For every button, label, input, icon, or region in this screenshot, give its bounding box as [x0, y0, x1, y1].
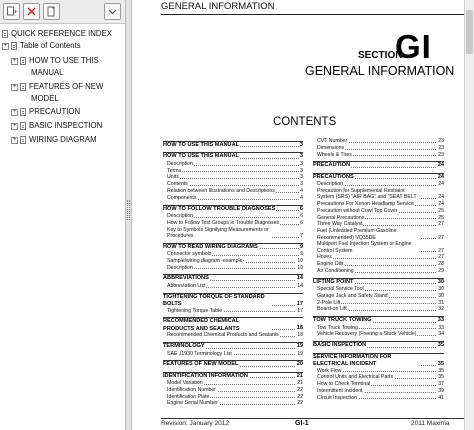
- toc-entry-title: Description: [163, 213, 194, 219]
- panel-menu-icon[interactable]: [104, 3, 121, 20]
- toc-entry-page: 34: [438, 331, 444, 338]
- toc-entry[interactable]: [313, 208, 444, 215]
- toc-entry-page: 24: [438, 200, 444, 207]
- expand-icon[interactable]: +: [12, 57, 17, 64]
- toc-entry-page: 7: [300, 233, 303, 240]
- toc-entry-title: HOW TO USE THIS MANUAL: [163, 142, 240, 148]
- toc-entry[interactable]: [163, 308, 303, 315]
- toc-chapter-entry[interactable]: [313, 353, 444, 368]
- toc-entry-page: 19: [296, 343, 303, 350]
- toc-entry-title: Terms: [163, 168, 182, 174]
- bookmark-how-to-use-this-manual[interactable]: [11, 55, 99, 67]
- toc-entry-title: Board-on Lift: [313, 306, 348, 312]
- toc-entry[interactable]: [313, 221, 444, 228]
- toc-entry-page: 3: [299, 153, 303, 160]
- page-header-title: GENERAL INFORMATION: [161, 1, 275, 12]
- toc-entry-title: Recommended Chemical Products and Sealants: [163, 332, 280, 338]
- expand-icon[interactable]: +: [12, 108, 17, 115]
- toc-entry-page: 10: [297, 264, 303, 271]
- toc-entry-page: 37: [438, 381, 444, 388]
- toc-entry-page: 24: [438, 181, 444, 188]
- toc-entry-page: 27: [438, 254, 444, 261]
- toc-entry[interactable]: [313, 138, 444, 145]
- toc-entry-title: Contents: [163, 181, 189, 187]
- toc-entry-title: Tightening Torque Table: [163, 308, 223, 314]
- toc-entry-title: SERVICE INFORMATION FOR ELECTRICAL INCIDENT: [313, 354, 421, 368]
- toc-entry[interactable]: [163, 387, 303, 394]
- toc-entry[interactable]: [313, 381, 444, 388]
- new-bookmark-icon[interactable]: [43, 3, 60, 20]
- toc-entry-title: ABBREVIATIONS: [163, 275, 209, 282]
- bookmark-page-icon: [20, 83, 26, 91]
- toc-chapter-entry[interactable]: [313, 278, 444, 286]
- toc-entry[interactable]: [313, 241, 444, 254]
- toc-entry-page: 17: [296, 300, 303, 307]
- toc-entry-title: Description: [163, 161, 194, 167]
- toc-entry-page: 21: [297, 380, 303, 387]
- toc-chapter-entry[interactable]: [313, 316, 444, 324]
- toc-entry-page: 27: [438, 234, 444, 241]
- toc-entry-title: Description: [313, 181, 344, 187]
- bookmark-page-icon: [20, 57, 26, 65]
- delete-bookmark-icon[interactable]: [23, 3, 40, 20]
- toc-entry[interactable]: [163, 265, 303, 272]
- bookmark-label: FEATURES OF NEW: [29, 82, 104, 92]
- expand-icon[interactable]: +: [12, 136, 17, 143]
- toc-left-column: [163, 138, 303, 407]
- toc-entry-title: Tow Truck Towing: [313, 325, 359, 331]
- toc-entry-page: 35: [437, 360, 444, 367]
- header-rule: [161, 14, 464, 15]
- toc-entry-page: 28: [438, 260, 444, 267]
- toc-entry[interactable]: [313, 293, 444, 300]
- toc-entry-title: Three Way Catalyst: [313, 221, 363, 227]
- toc-entry-title: Special Service Tool: [313, 286, 365, 292]
- toc-entry-title: HOW TO READ WIRING DIAGRAMS: [163, 243, 258, 250]
- toc-entry[interactable]: [163, 195, 303, 202]
- section-code: GI: [395, 28, 432, 65]
- toc-entry-page: 18: [297, 332, 303, 339]
- toc-entry-page: 3: [300, 181, 303, 188]
- toc-entry-page: 9: [300, 250, 303, 257]
- toc-entry-title: FEATURES OF NEW MODEL: [163, 361, 239, 368]
- toc-chapter-entry[interactable]: [313, 173, 444, 181]
- toc-entry-page: 20: [296, 361, 303, 368]
- toc-entry[interactable]: [163, 283, 303, 290]
- expand-icon[interactable]: +: [3, 42, 8, 49]
- toc-entry[interactable]: [313, 395, 444, 402]
- vertical-scrollbar[interactable]: [464, 0, 474, 430]
- toc-entry-page: 6: [299, 205, 303, 212]
- toc-entry-page: 41: [438, 394, 444, 401]
- toc-entry-page: 22: [297, 400, 303, 407]
- toc-entry-page: 27: [438, 247, 444, 254]
- toc-entry-title: Intermittent Incident: [313, 388, 364, 394]
- toc-entry[interactable]: [313, 286, 444, 293]
- toc-chapter-entry[interactable]: [163, 360, 303, 368]
- toc-entry[interactable]: [313, 145, 444, 152]
- toc-entry[interactable]: [163, 394, 303, 401]
- toc-entry-title: HOW TO USE THIS MANUAL: [163, 153, 240, 160]
- bookmarks-toolbar: [0, 0, 126, 24]
- toc-chapter-entry[interactable]: [163, 342, 303, 350]
- toc-entry[interactable]: [313, 325, 444, 332]
- toc-entry[interactable]: [313, 254, 444, 261]
- toc-right-column: [313, 138, 444, 401]
- toc-entry-title: Engine Serial Number: [163, 400, 219, 406]
- toc-entry-page: 3: [299, 142, 303, 148]
- toc-entry-title: Description: [163, 265, 194, 271]
- toc-entry-title: PRECAUTION: [313, 162, 350, 169]
- footer-page-number: GI-1: [295, 420, 309, 427]
- toc-entry-title: LIFTING POINT: [313, 278, 354, 285]
- toc-entry[interactable]: [313, 331, 444, 338]
- bookmark-features-of-new-model-line2[interactable]: [31, 93, 59, 105]
- toc-entry[interactable]: [163, 188, 303, 195]
- toc-entry-title: Precaution for Supplemental Restraint System (SRS) "AIR BAG" and "SEAT BELT: [313, 188, 421, 201]
- toc-entry-title: Units: [163, 174, 180, 180]
- toc-entry[interactable]: [313, 215, 444, 222]
- toc-entry-title: TOW TRUCK TOWING: [313, 317, 372, 324]
- toc-entry-page: 22: [297, 386, 303, 393]
- toc-entry-page: 3: [300, 160, 303, 167]
- expand-icon[interactable]: +: [12, 83, 17, 90]
- toc-entry[interactable]: [163, 400, 303, 407]
- toc-entry[interactable]: [313, 201, 444, 208]
- toc-entry-page: 25: [438, 207, 444, 214]
- toc-entry[interactable]: [313, 228, 444, 241]
- toc-entry-page: 35: [438, 367, 444, 374]
- toc-entry-page: 23: [438, 144, 444, 151]
- bookmark-options-icon[interactable]: [3, 3, 20, 20]
- toc-entry-page: 9: [299, 243, 303, 250]
- toc-entry-title: Identification Number: [163, 387, 217, 393]
- toc-chapter-entry[interactable]: [163, 141, 303, 149]
- toc-entry-page: 35: [438, 374, 444, 381]
- toc-chapter-entry[interactable]: [163, 205, 303, 213]
- toc-chapter-entry[interactable]: [163, 317, 303, 332]
- toc-entry-title: Vehicle Recovery (Freeing a Stuck Vehicle): [313, 331, 417, 337]
- toc-entry-page: 32: [438, 306, 444, 313]
- bookmark-how-to-use-this-manual-line2[interactable]: [31, 67, 64, 79]
- toc-entry-title: Wheels & Tires: [313, 152, 353, 158]
- toc-entry[interactable]: [163, 351, 303, 358]
- toc-entry[interactable]: [313, 306, 444, 313]
- toc-entry-title: Circuit Inspection: [313, 395, 358, 401]
- toc-entry-title: Components: [163, 195, 197, 201]
- expand-icon[interactable]: +: [12, 122, 17, 129]
- toc-entry[interactable]: [313, 368, 444, 375]
- bookmark-table-of-contents[interactable]: [2, 40, 81, 52]
- toc-entry-title: Hoses: [313, 254, 333, 260]
- bookmark-basic-inspection[interactable]: [11, 120, 102, 132]
- toc-entry-title: Control Units and Electrical Parts: [313, 374, 394, 380]
- bookmark-page-icon: [20, 136, 26, 144]
- toc-chapter-entry[interactable]: [313, 341, 444, 349]
- toc-entry-page: 30: [438, 292, 444, 299]
- toc-entry-page: 3: [300, 167, 303, 174]
- footer-revision: Revision: January 2012: [161, 420, 229, 427]
- toc-entry-title: Garage Jack and Safety Stand: [313, 293, 389, 299]
- section-word: SECTION: [358, 50, 403, 61]
- toc-entry-title: 2-Pole Lift: [313, 300, 341, 306]
- toc-chapter-entry[interactable]: [163, 372, 303, 380]
- toc-chapter-entry[interactable]: [163, 243, 303, 251]
- toc-entry[interactable]: [163, 161, 303, 168]
- toc-chapter-entry[interactable]: [163, 152, 303, 160]
- bookmark-quick-reference-index[interactable]: [2, 28, 112, 40]
- toc-entry-page: 19: [297, 350, 303, 357]
- toc-entry[interactable]: [313, 152, 444, 159]
- toc-entry-page: 35: [437, 342, 444, 349]
- toc-entry-page: 10: [297, 257, 303, 264]
- toc-entry[interactable]: [163, 251, 303, 258]
- toc-entry-title: Sample/wiring diagram -example-: [163, 258, 245, 264]
- toc-entry-title: Model Variation: [163, 380, 204, 386]
- toc-entry-title: BASIC INSPECTION: [313, 342, 367, 349]
- toc-entry[interactable]: [163, 181, 303, 188]
- scrollbar-thumb[interactable]: [466, 10, 473, 54]
- toc-entry-title: Relation between Illustrations and Descriptions: [163, 188, 276, 194]
- toc-entry-title: SAE J1930 Terminology List: [163, 351, 233, 357]
- toc-entry[interactable]: [163, 220, 303, 227]
- bookmark-precaution[interactable]: [11, 106, 80, 118]
- toc-entry-page: 17: [297, 307, 303, 314]
- toc-entry-page: 27: [438, 221, 444, 228]
- toc-entry-page: 3: [300, 174, 303, 181]
- toc-entry-page: 30: [437, 278, 444, 285]
- toc-entry-title: Air Conditioning: [313, 268, 355, 274]
- toc-entry-title: General Precautions: [313, 215, 365, 221]
- toc-entry-page: 31: [438, 299, 444, 306]
- bookmark-label: PRECAUTION: [29, 107, 81, 117]
- bookmark-page-icon: [2, 30, 8, 38]
- toc-entry-title: Abbreviation List: [163, 283, 206, 289]
- contents-heading: CONTENTS: [273, 116, 337, 128]
- toc-entry-page: 14: [297, 282, 303, 289]
- toc-entry[interactable]: [163, 227, 303, 240]
- bookmark-label: BASIC INSPECTION: [29, 121, 103, 131]
- toc-entry-page: 33: [437, 317, 444, 324]
- toc-entry-page: 24: [438, 194, 444, 201]
- toc-entry-title: TERMINOLOGY: [163, 343, 205, 350]
- document-page: [133, 0, 464, 430]
- toc-entry[interactable]: [163, 168, 303, 175]
- toc-entry-page: 6: [300, 212, 303, 219]
- toc-entry[interactable]: [163, 174, 303, 181]
- toc-entry-title: Precaution without Cowl Top Cover: [313, 208, 399, 214]
- toc-entry-title: IDENTIFICATION INFORMATION: [163, 372, 248, 379]
- footer-model: 2011 Maxima: [411, 420, 450, 427]
- toc-entry-page: 23: [438, 151, 444, 158]
- toc-entry[interactable]: [163, 332, 303, 339]
- toc-entry-title: How to Check Terminal: [313, 381, 371, 387]
- toc-entry-title: Identification Plate: [163, 394, 210, 400]
- toc-entry[interactable]: [313, 374, 444, 381]
- splitter-grip-icon[interactable]: [127, 200, 130, 220]
- bookmark-label: MODEL: [31, 94, 59, 104]
- toc-entry-title: TIGHTENING TORQUE OF STANDARD BOLTS: [163, 294, 271, 308]
- bookmark-label: QUICK REFERENCE INDEX: [11, 29, 112, 39]
- toc-entry[interactable]: [313, 261, 444, 268]
- toc-entry-title: Key to Symbols Signifying Measurements or Procedures: [163, 227, 271, 240]
- panel-splitter[interactable]: [126, 0, 132, 430]
- toc-entry-title: RECOMMENDED CHEMICAL PRODUCTS AND SEALANTS: [163, 318, 271, 332]
- toc-entry-title: Engine Oils: [313, 261, 345, 267]
- toc-entry-title: Precautions For Xenon Headlamp Service: [313, 201, 415, 207]
- toc-entry-page: 25: [438, 214, 444, 221]
- toc-chapter-entry[interactable]: [163, 293, 303, 308]
- toc-entry-title: Fuel (Unleaded Premium Gasoline Recommended) VQ35DE: [313, 228, 421, 241]
- toc-chapter-entry[interactable]: [163, 274, 303, 282]
- toc-entry-title: How to Follow Test Groups in Trouble Diagnoses: [163, 220, 280, 226]
- toc-entry-title: Work Flow: [313, 368, 342, 374]
- section-title: GENERAL INFORMATION: [305, 64, 455, 78]
- toc-entry-page: 39: [438, 387, 444, 394]
- toc-entry[interactable]: [163, 258, 303, 265]
- bookmarks-panel: [0, 0, 126, 430]
- bookmark-page-icon: [20, 122, 26, 130]
- toc-entry-page: 4: [300, 194, 303, 201]
- toc-entry-page: 24: [437, 173, 444, 180]
- toc-entry-page: 21: [296, 372, 303, 379]
- bookmark-features-of-new-model[interactable]: [11, 81, 103, 93]
- toc-entry[interactable]: [313, 300, 444, 307]
- bookmark-page-icon: [11, 42, 17, 50]
- toc-entry-title: Dimensions: [313, 145, 345, 151]
- footer-rule: [161, 418, 464, 419]
- bookmark-label: MANUAL: [31, 68, 64, 78]
- toc-entry-page: 30: [438, 285, 444, 292]
- bookmark-wiring-diagram[interactable]: [11, 134, 97, 146]
- bookmark-label: Table of Contents: [20, 41, 81, 51]
- bookmark-label: WIRING DIAGRAM: [29, 135, 97, 145]
- toc-entry-page: 6: [300, 219, 303, 226]
- toc-entry-title: CVT Number: [313, 138, 348, 144]
- toc-entry[interactable]: [313, 388, 444, 395]
- toc-entry-page: 4: [300, 187, 303, 194]
- toc-entry[interactable]: [163, 380, 303, 387]
- toc-entry[interactable]: [163, 213, 303, 220]
- toc-entry-page: 29: [438, 267, 444, 274]
- toc-entry[interactable]: [313, 188, 444, 201]
- toc-entry-title: Multiport Fuel Injection System or Engine Control System: [313, 241, 421, 254]
- toc-entry-page: 18: [296, 325, 303, 332]
- bookmark-label: HOW TO USE THIS: [29, 56, 99, 66]
- bookmark-page-icon: [20, 108, 26, 116]
- toc-entry-page: 24: [437, 162, 444, 169]
- toc-entry-title: Connector symbols: [163, 251, 212, 257]
- toc-entry[interactable]: [313, 181, 444, 188]
- toc-entry-page: 23: [438, 138, 444, 144]
- toc-entry-page: 33: [438, 324, 444, 331]
- toc-entry-title: PRECAUTIONS: [313, 173, 354, 180]
- toc-entry[interactable]: [313, 268, 444, 275]
- toc-entry-page: 22: [297, 393, 303, 400]
- toc-chapter-entry[interactable]: [313, 161, 444, 169]
- toc-entry-title: HOW TO FOLLOW TROUBLE DIAGNOSES: [163, 205, 276, 212]
- toc-entry-page: 14: [296, 275, 303, 282]
